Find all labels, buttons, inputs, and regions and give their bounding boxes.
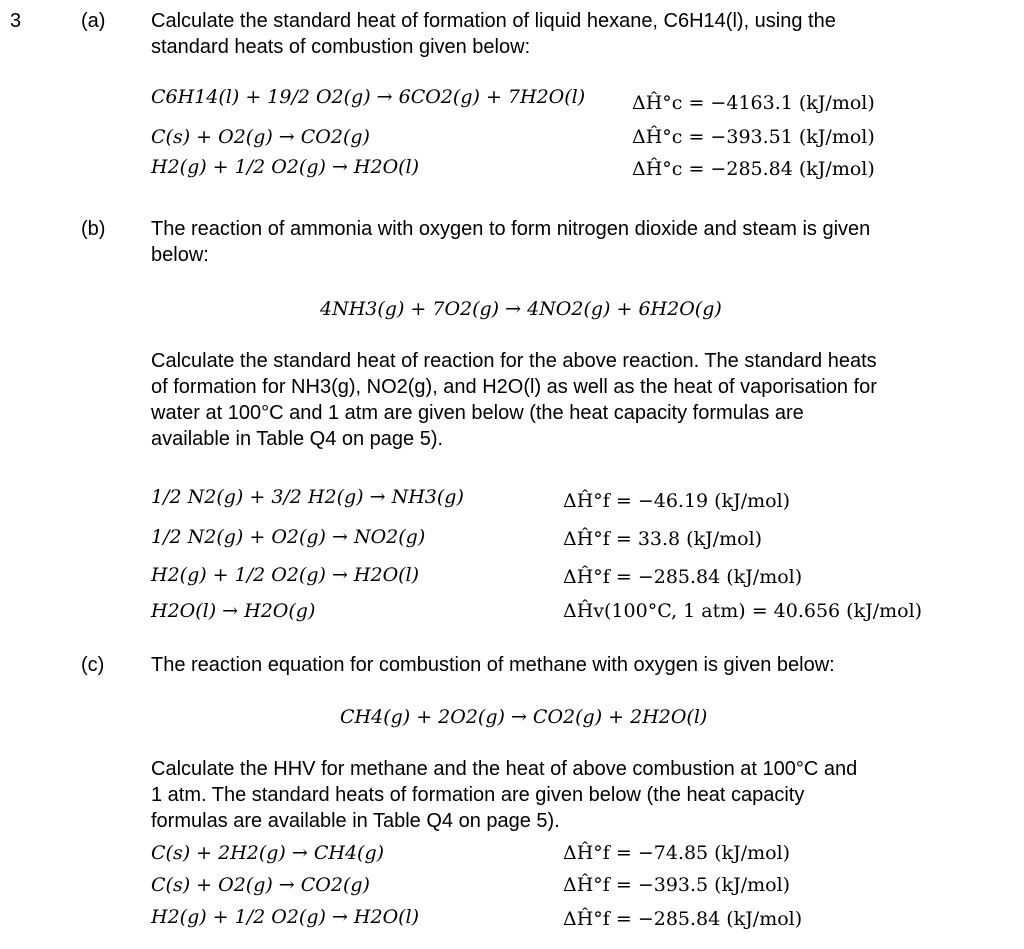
part-c-paragraph — [151, 756, 991, 834]
part-b-intro — [151, 216, 991, 268]
part-c-para-line-3: formulas are available in Table Q4 on page 5). — [151, 810, 560, 832]
part-b-eq-4-value: ΔĤv(100°C, 1 atm) = 40.656 (kJ/mol) — [563, 600, 923, 622]
part-c-eq-2-value: ΔĤ°f = −393.5 (kJ/mol) — [563, 874, 791, 896]
part-c-eq-2: C(s) + O2(g) → CO2(g) — [151, 874, 370, 896]
part-b-main-equation: 4NH3(g) + 7O2(g) → 4NO2(g) + 6H2O(g) — [320, 298, 722, 320]
part-b-para-line-2: of formation for NH3(g), NO2(g), and H2O(l) as well as the heat of vaporisation for — [151, 376, 877, 398]
part-c-para-line-2: 1 atm. The standard heats of formation are given below (the heat capacity — [151, 784, 805, 806]
part-c-eq-3: H2(g) + 1/2 O2(g) → H2O(l) — [151, 906, 420, 928]
part-b-eq-2-value: ΔĤ°f = 33.8 (kJ/mol) — [563, 528, 763, 550]
part-c-label: (c) — [81, 654, 105, 676]
part-a-eq-2: C(s) + O2(g) → CO2(g) — [151, 126, 370, 148]
part-b-para-line-3: water at 100°C and 1 atm are given below (the heat capacity formulas are — [151, 402, 804, 424]
part-b-label: (b) — [81, 218, 106, 240]
part-b-eq-4: H2O(l) → H2O(g) — [151, 600, 316, 622]
part-b-paragraph — [151, 348, 991, 452]
part-a-label: (a) — [81, 10, 106, 32]
part-a-line-2: standard heats of combustion given below: — [151, 36, 531, 58]
part-a-eq-1-value: ΔĤ°c = −4163.1 (kJ/mol) — [632, 92, 875, 114]
part-c-eq-1-value: ΔĤ°f = −74.85 (kJ/mol) — [563, 842, 791, 864]
part-a-eq-3: H2(g) + 1/2 O2(g) → H2O(l) — [151, 156, 420, 178]
part-b-intro-line-2: below: — [151, 244, 209, 266]
part-a-eq-2-value: ΔĤ°c = −393.51 (kJ/mol) — [632, 126, 875, 148]
part-a-eq-1: C6H14(l) + 19/2 O2(g) → 6CO2(g) + 7H2O(l) — [151, 86, 586, 108]
part-b-para-line-4: available in Table Q4 on page 5). — [151, 428, 444, 450]
part-a-eq-3-value: ΔĤ°c = −285.84 (kJ/mol) — [632, 158, 875, 180]
part-c-intro: The reaction equation for combustion of methane with oxygen is given below: — [151, 654, 835, 676]
part-a-text — [151, 8, 991, 60]
part-c-main-equation: CH4(g) + 2O2(g) → CO2(g) + 2H2O(l) — [340, 706, 708, 728]
part-c-eq-1: C(s) + 2H2(g) → CH4(g) — [151, 842, 385, 864]
part-b-eq-2: 1/2 N2(g) + O2(g) → NO2(g) — [151, 526, 426, 548]
part-c-para-line-1: Calculate the HHV for methane and the heat of above combustion at 100°C and — [151, 758, 858, 780]
part-b-eq-1: 1/2 N2(g) + 3/2 H2(g) → NH3(g) — [151, 486, 464, 508]
part-b-eq-3-value: ΔĤ°f = −285.84 (kJ/mol) — [563, 566, 803, 588]
part-b-eq-1-value: ΔĤ°f = −46.19 (kJ/mol) — [563, 490, 791, 512]
part-b-intro-line-1: The reaction of ammonia with oxygen to form nitrogen dioxide and steam is given — [151, 218, 871, 240]
part-a-line-1: Calculate the standard heat of formation of liquid hexane, C6H14(l), using the — [151, 10, 836, 32]
question-number: 3 — [10, 10, 22, 32]
part-c-eq-3-value: ΔĤ°f = −285.84 (kJ/mol) — [563, 908, 803, 930]
part-b-eq-3: H2(g) + 1/2 O2(g) → H2O(l) — [151, 564, 420, 586]
part-b-para-line-1: Calculate the standard heat of reaction for the above reaction. The standard heats — [151, 350, 877, 372]
